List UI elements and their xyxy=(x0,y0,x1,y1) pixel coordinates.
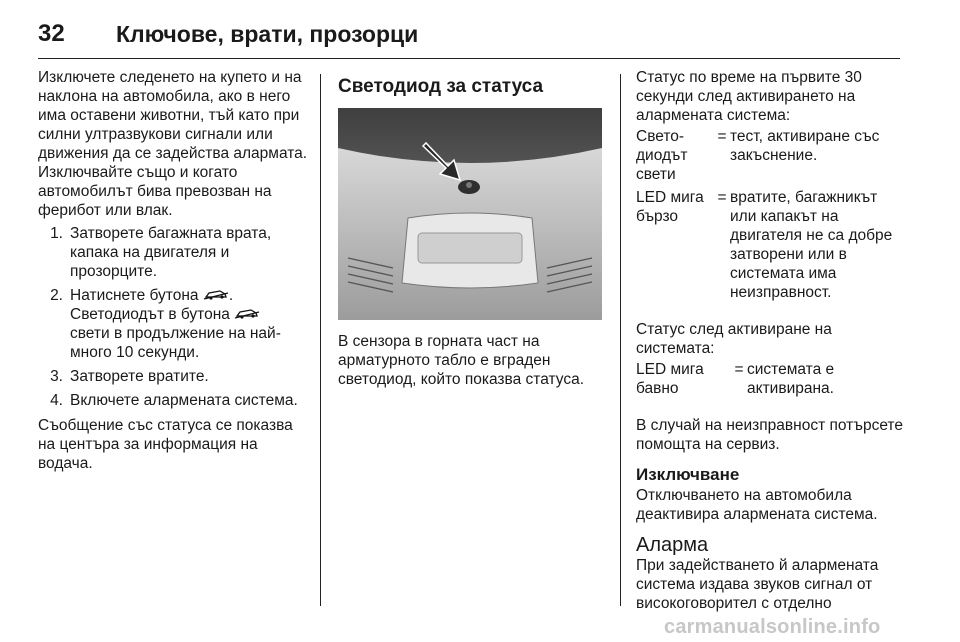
status-first-text: Статус по време на първите 30 секунди след активирането на алармената система: xyxy=(636,69,862,124)
column-middle xyxy=(338,68,606,389)
deactivate-text: Отключването на автомобила деактивира алармената система. xyxy=(636,487,878,523)
column-divider-1 xyxy=(320,74,321,606)
status-label: LED мига бавно xyxy=(636,361,704,397)
photo-caption: В сензора в горната част на арматурното табло е вграден светодиод, който показва статуса. xyxy=(338,333,585,388)
list-item xyxy=(38,367,308,386)
page-number: 32 xyxy=(38,20,65,47)
column-divider-2 xyxy=(620,74,621,606)
step-number: 1. xyxy=(50,225,63,242)
header-rule xyxy=(38,58,900,59)
status-value: тест, активиране със закъснение. xyxy=(730,128,880,164)
status-label: Свето-диодът свети xyxy=(636,128,688,183)
status-table-after xyxy=(636,360,904,402)
steps-list xyxy=(38,224,308,410)
status-equals: = xyxy=(717,128,727,145)
table-row xyxy=(636,188,904,306)
status-value: вратите, багажникът или капакът на двигателя не са добре затворени или в системата има неизправност. xyxy=(730,189,893,301)
step-text-part: Светодиодът в бутона xyxy=(70,306,230,323)
step-number: 3. xyxy=(50,368,63,385)
step-text: Включете алармената система. xyxy=(70,392,298,409)
status-table-first xyxy=(636,127,904,306)
deactivate-heading: Изключване xyxy=(636,465,740,484)
step-text-part: . xyxy=(228,287,234,304)
step-text: Затворете вратите. xyxy=(70,368,209,385)
page-title: Ключове, врати, прозорци xyxy=(116,20,419,47)
status-value: системата е активирана. xyxy=(747,361,835,397)
list-item xyxy=(38,391,308,410)
intro-paragraph: Изключете следенето на купето и на наклона на автомобила, ако в него има оставени животни, тъй като при силни ултразвукови сигнали или движения да се задейства алармата. Изключвайте също и когато автомобилът бива превозван на ферибот или влак. xyxy=(38,69,308,219)
list-item xyxy=(38,286,308,362)
watermark: carmanualsonline.info xyxy=(664,616,881,638)
fault-text: В случай на неизправност потърсете помощта на сервиз. xyxy=(636,417,903,453)
outro-paragraph: Съобщение със статуса се показва на центъра за информация на водача. xyxy=(38,417,293,472)
alarm-heading: Аларма xyxy=(636,534,709,556)
status-equals: = xyxy=(717,189,727,206)
step-text: Затворете багажната врата, капака на двигателя и прозорците. xyxy=(70,225,272,280)
page-header xyxy=(38,14,418,54)
car-tilt-alarm-icon xyxy=(234,308,260,320)
step-number: 2. xyxy=(50,287,63,304)
step-text xyxy=(70,286,308,362)
status-after-text: Статус след активиране на системата: xyxy=(636,321,832,357)
list-item xyxy=(38,224,308,281)
status-equals: = xyxy=(734,361,744,378)
table-row xyxy=(636,127,904,188)
alarm-text: При задействането й алармената система издава звуков сигнал от високоговорител с отделно xyxy=(636,557,879,612)
status-label: LED мига бързо xyxy=(636,189,704,225)
car-tilt-alarm-icon xyxy=(203,289,229,301)
table-row xyxy=(636,360,904,402)
step-number: 4. xyxy=(50,392,63,409)
step-text-part: Натиснете бутона xyxy=(70,287,199,304)
section-heading: Светодиод за статуса xyxy=(338,76,544,97)
column-right xyxy=(636,68,904,613)
dashboard-photo xyxy=(338,108,602,320)
column-left xyxy=(38,68,308,473)
step-text-part: свети в продължение на най-много 10 секунди. xyxy=(70,325,281,361)
